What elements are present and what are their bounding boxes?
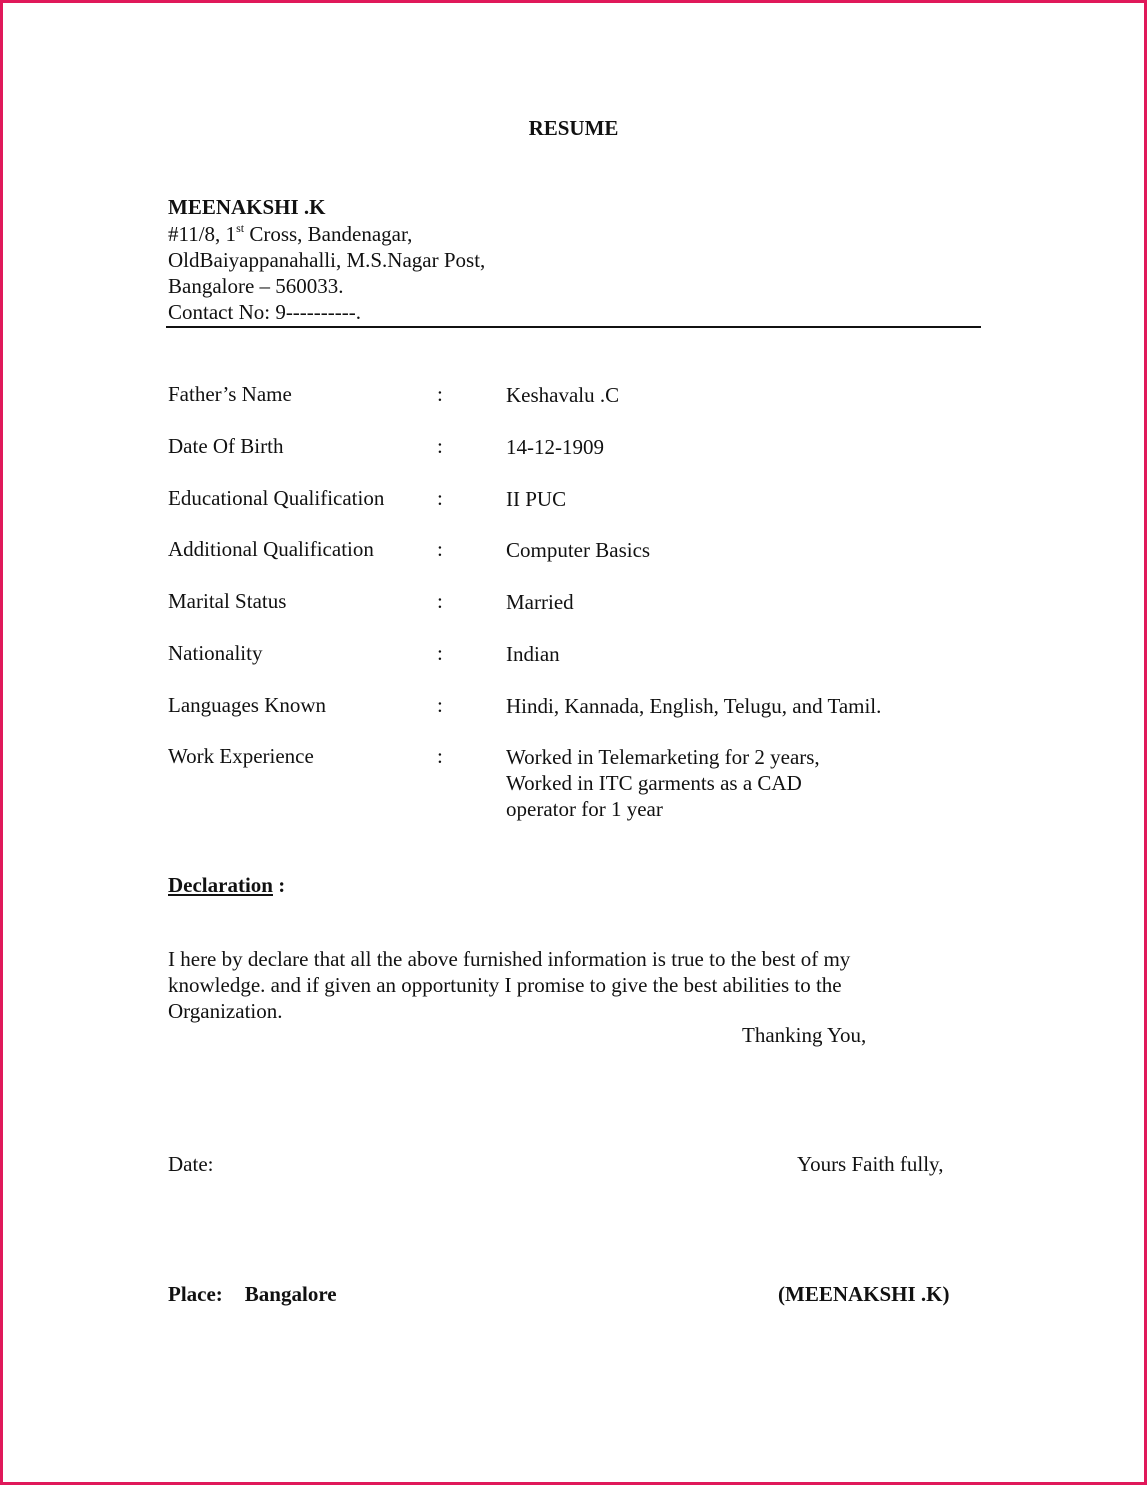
detail-value: Hindi, Kannada, English, Telugu, and Tamil.	[506, 694, 882, 718]
declaration-text: I here by declare that all the above furnished information is true to the best of my knowledge. and if given an opportunity I promise to give the best abilities to the Organization.	[168, 947, 851, 1023]
work-experience-line: operator for 1 year	[506, 797, 663, 821]
detail-label: Languages Known	[168, 693, 327, 717]
detail-separator: :	[437, 589, 443, 613]
detail-label: Date Of Birth	[168, 434, 284, 458]
date-label: Date:	[168, 1152, 214, 1176]
detail-separator: :	[437, 486, 443, 510]
detail-label: Educational Qualification	[168, 486, 385, 510]
detail-separator: :	[437, 693, 443, 717]
detail-value: 14-12-1909	[506, 435, 604, 459]
detail-label: Father’s Name	[168, 382, 292, 406]
header-divider	[166, 326, 981, 328]
detail-separator: :	[437, 641, 443, 665]
detail-separator: :	[437, 382, 443, 406]
declaration-heading-colon: :	[272, 873, 286, 897]
place-line	[168, 1282, 337, 1307]
address-line-1-start: #11/8, 1	[168, 222, 237, 246]
address-line-2: OldBaiyappanahalli, M.S.Nagar Post,	[168, 248, 486, 272]
declaration-heading-text: Declaration	[168, 873, 273, 897]
detail-label: Marital Status	[168, 589, 287, 613]
address-line-3: Bangalore – 560033.	[168, 274, 344, 298]
address-line-1	[168, 222, 412, 247]
thanking-note: Thanking You,	[742, 1023, 867, 1047]
work-experience-value	[506, 744, 820, 822]
detail-value: Computer Basics	[506, 538, 651, 562]
detail-separator: :	[437, 434, 443, 458]
detail-label: Additional Qualification	[168, 537, 374, 561]
candidate-name: MEENAKSHI .K	[168, 195, 326, 219]
closing-salutation: Yours Faith fully,	[797, 1152, 944, 1176]
detail-separator: :	[437, 744, 443, 768]
work-experience-line: Worked in ITC garments as a CAD	[506, 771, 802, 795]
place-label: Place:	[168, 1282, 223, 1306]
address-ordinal-suffix: st	[236, 221, 245, 235]
work-experience-line: Worked in Telemarketing for 2 years,	[506, 745, 820, 769]
detail-value: II PUC	[506, 487, 567, 511]
address-line-1-end: Cross, Bandenagar,	[244, 222, 413, 246]
signature-name: (MEENAKSHI .K)	[778, 1282, 950, 1306]
detail-value: Indian	[506, 642, 560, 666]
resume-title: RESUME	[528, 116, 619, 140]
detail-label: Nationality	[168, 641, 263, 665]
contact-number: Contact No: 9----------.	[168, 300, 361, 324]
detail-value: Keshavalu .C	[506, 383, 620, 407]
detail-value: Married	[506, 590, 574, 614]
detail-separator: :	[437, 537, 443, 561]
declaration-heading	[168, 873, 285, 898]
place-value: Bangalore	[244, 1282, 337, 1306]
detail-label: Work Experience	[168, 744, 314, 768]
